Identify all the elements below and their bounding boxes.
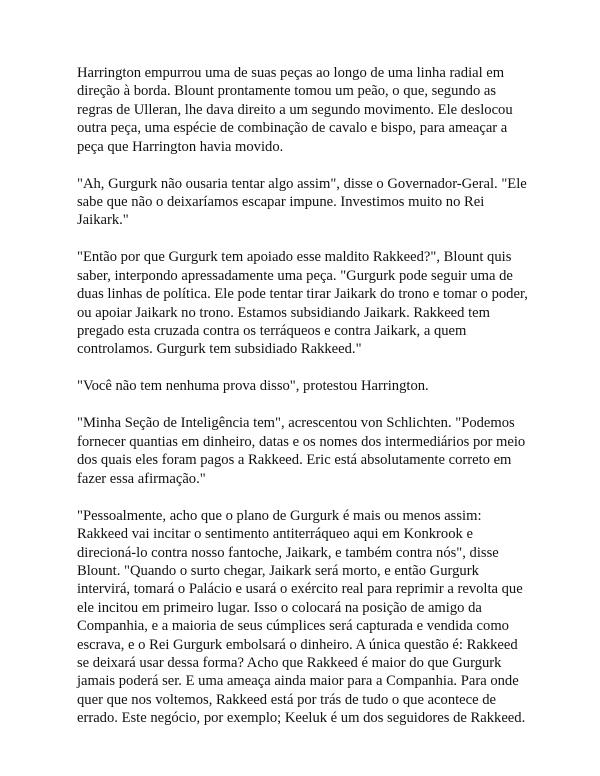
paragraph-2: "Ah, Gurgurk não ousaria tentar algo assim", disse o Governador-Geral. "Ele sabe que não o deixaríamos escapar impune. Investimos muito no Rei Jaikark." <box>77 175 527 229</box>
paragraph-1: Harrington empurrou uma de suas peças ao longo de uma linha radial em direção à borda. Blount prontamente tomou um peão, o que, segundo as regras de Ulleran, lhe dava direito a um segundo movimento. Ele deslocou outra peça, uma espécie de combinação de cavalo e bispo, para ameaçar a peça que Harrington havia movido. <box>77 65 513 155</box>
paragraph-6: "Pessoalmente, acho que o plano de Gurgurk é mais ou menos assim: Rakkeed vai incitar o sentimento antiterráqueo aqui em Konkrook e direcioná-lo contra nosso fantoche, Jaikark, e também contra nós", disse Blount. "Quando o surto chegar, Jaikark será morto, e então Gurgurk intervirá, tomará o Palácio e usará o exército real para reprimir a revolta que ele incitou em primeiro lugar. Isso o colocará na posição de amigo da Companhia, e a maioria de seus cúmplices será capturada e vendida como escrava, e o Rei Gurgurk embolsará o dinheiro. A única questão é: Rakkeed se deixará usar dessa forma? Acho que Rakkeed é maior do que Gurgurk jamais poderá ser. E uma ameaça ainda maior para a Companhia. Para onde quer que nos voltemos, Rakkeed está por trás de tudo o que acontece de errado. Este negócio, por exemplo; Keeluk é um dos seguidores de Rakkeed. <box>77 507 526 727</box>
paragraph-5: "Minha Seção de Inteligência tem", acrescentou von Schlichten. "Podemos fornecer quantias em dinheiro, datas e os nomes dos intermediários por meio dos quais eles foram pagos a Rakkeed. Eric está absolutamente correto em fazer essa afirmação." <box>77 415 526 487</box>
document-page <box>77 64 529 746</box>
paragraph-3: "Então por que Gurgurk tem apoiado esse maldito Rakkeed?", Blount quis saber, interpondo apressadamente uma peça. "Gurgurk pode seguir uma de duas linhas de política. Ele pode tentar tirar Jaikark do trono e tomar o poder, ou apoiar Jaikark no trono. Estamos subsidiando Jaikark. Rakkeed tem pregado esta cruzada contra os terráqueos e contra Jaikark, a quem controlamos. Gurgurk tem subsidiado Rakkeed." <box>77 249 528 358</box>
paragraph-4: "Você não tem nenhuma prova disso", protestou Harrington. <box>77 378 429 395</box>
